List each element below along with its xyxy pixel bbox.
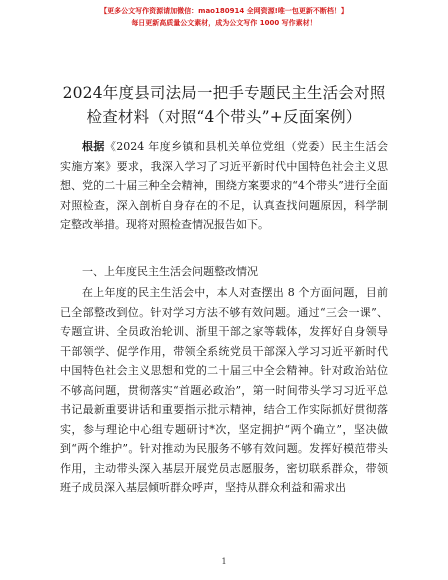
document-title-line-1: 2024年度县司法局一把手专题民主生活会对照 xyxy=(62,84,386,102)
promo-banner-line-1: 【更多公文写作资源请加微信：mao180914 全网资源!唯一包更新不断档！】 xyxy=(100,7,348,15)
section-heading: 一、上年度民主生活会问题整改情况 xyxy=(82,265,258,278)
basis-text: 《2024 年度乡镇和县机关单位党组（党委）民主生活会实施方案》要求，我深入学习了习近平新时代中国特色社会主义思想、党的二十届三种全会精神，围绕方案要求的“4个带头”进行全面对照检查，深入剖析自身存在的不足，认真查找问题原因，科学制定整改举措。现将对照检查情况报告如下。 xyxy=(60,140,388,231)
page-number: 1 xyxy=(221,557,227,566)
basis-lead: 根据 xyxy=(82,140,105,153)
promo-banner-line-2: 每日更新高质量公文素材，成为公文写作 1000 写作素材！ xyxy=(131,19,317,27)
document-title-line-2: 检查材料（对照“4个带头”+反面案例） xyxy=(86,108,362,126)
basis-paragraph xyxy=(60,137,388,235)
section-body-paragraph: 在上年度的民主生活会中，本人对查摆出 8 个方面问题，目前已全部整改到位。针对学习方法不够有效问题。通过“三会一课”、专题宣讲、全员政治轮训、浙里干部之家等载体，发挥好自身领导干部领学、促学作用，带领全系统党员干部深入学习习近平新时代中国特色社会主义思想和党的二十届三中全会精神。针对政治站位不够高问题，贯彻落实“首题必政治”，第一时间带头学习习近平总书记最新重要讲话和重要指示批示精神，结合工作实际抓好贯彻落实，参与理论中心组专题研讨*次，坚定拥护“两个确立”，坚决做到“两个维护”。针对推动为民服务不够有效问题。发挥好模范带头作用，主动带头深入基层开展党员志愿服务，密切联系群众，带领班子成员深入基层倾听群众呼声，坚持从群众利益和需求出 xyxy=(60,286,388,494)
